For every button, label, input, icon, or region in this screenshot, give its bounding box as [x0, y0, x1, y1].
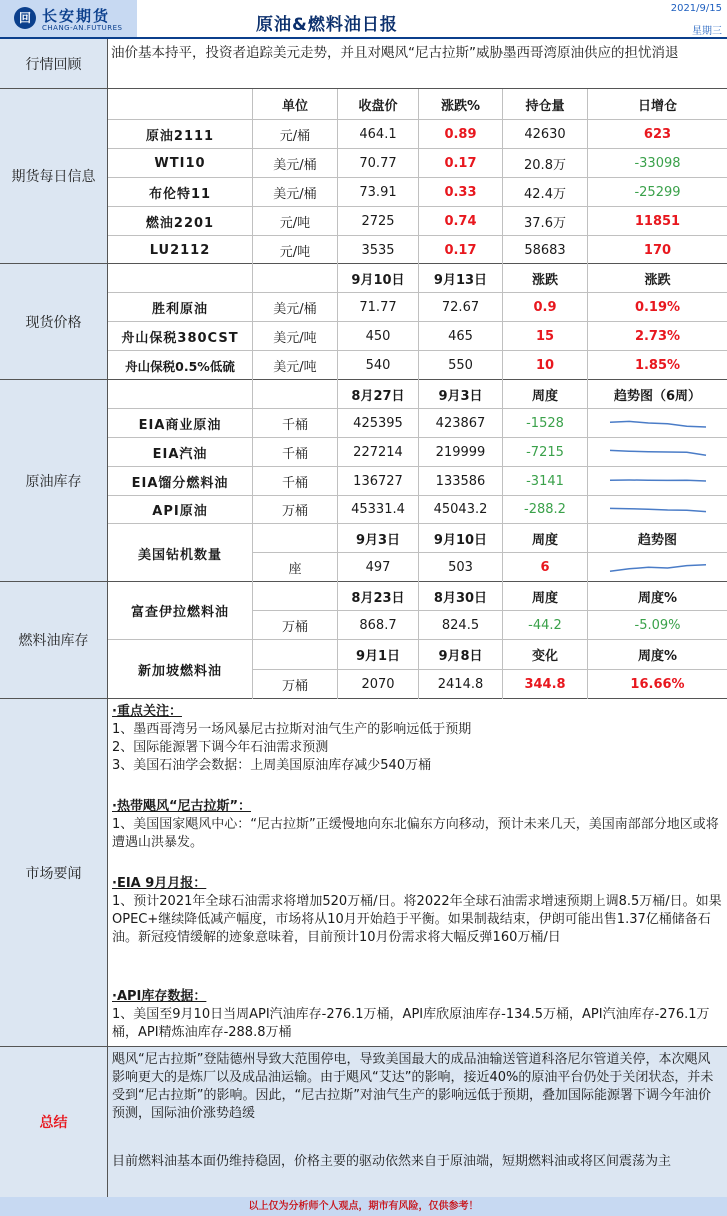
singapore-header-blank: [253, 640, 338, 669]
singapore-header-row: [253, 640, 727, 670]
spot-header-d1: 9月10日: [338, 264, 419, 292]
spot-name: 胜利原油: [108, 293, 253, 321]
futures-close: 73.91: [338, 178, 419, 206]
inventory-d1: 45331.4: [338, 496, 419, 523]
spot-d1: 540: [338, 351, 419, 380]
rig-header-row: [253, 524, 727, 553]
futures-oi-chg: 170: [643, 242, 672, 258]
table-row: [108, 438, 727, 467]
futures-close: 70.77: [338, 149, 419, 177]
futures-name: 原油2111: [108, 120, 253, 148]
futures-chg: 0.17: [419, 149, 503, 177]
crude-inventory-section: [0, 380, 727, 582]
spot-pct: 2.73%: [634, 328, 681, 344]
inventory-trend: [588, 496, 727, 523]
spot-unit: 美元/桶: [253, 293, 338, 321]
futures-header-chg: 涨跌%: [419, 89, 503, 119]
inventory-name: EIA商业原油: [108, 409, 253, 437]
sparkline-series: [610, 508, 706, 511]
futures-unit: 元/桶: [253, 120, 338, 148]
futures-close: 2725: [338, 207, 419, 235]
report-date: 2021/9/15: [670, 3, 722, 14]
sparkline: [608, 471, 708, 491]
inventory-d2: 45043.2: [419, 496, 503, 523]
spot-chg: 15: [503, 322, 588, 350]
news-storm-title: ·热带飓风“尼古拉斯”：: [112, 799, 252, 814]
spot-unit: 美元/吨: [253, 322, 338, 350]
table-row: [108, 236, 727, 264]
table-row: [108, 467, 727, 496]
sparkline-series: [610, 421, 706, 427]
singapore-header-chg: 变化: [503, 640, 588, 669]
news-focus-item: 3、美国石油学会数据：上周美国原油库存减少540万桶: [112, 758, 432, 773]
futures-oi-chg: -25299: [634, 184, 681, 200]
report-header: [0, 0, 727, 39]
inventory-unit: 千桶: [253, 467, 338, 495]
market-news-section: [0, 699, 727, 1047]
futures-oi: 37.6万: [503, 207, 588, 235]
table-row: [108, 322, 727, 351]
spot-header-pct: 涨跌: [644, 272, 671, 288]
fujairah-d2: 824.5: [419, 611, 503, 639]
section-label-inventory: 原油库存: [0, 380, 108, 581]
futures-table: [108, 89, 727, 263]
spot-name: 舟山保税380CST: [108, 322, 253, 350]
rig-unit: 座: [253, 553, 338, 582]
logo: [0, 0, 137, 37]
sparkline-series: [610, 450, 706, 455]
inventory-name: EIA馏分燃料油: [108, 467, 253, 495]
fujairah-name: 富查伊拉燃料油: [108, 582, 253, 640]
fujairah-unit: 万桶: [253, 611, 338, 639]
logo-text: 长安期货: [42, 7, 111, 25]
spot-unit: 美元/吨: [253, 351, 338, 380]
inventory-trend: [588, 467, 727, 495]
sparkline: [608, 413, 708, 433]
fujairah-d1: 868.7: [338, 611, 419, 639]
section-label-summary: 总结: [0, 1047, 108, 1197]
futures-unit: 元/吨: [253, 207, 338, 235]
singapore-header-pct: 周度%: [637, 649, 678, 664]
sparkline: [608, 558, 708, 578]
summary-p2: 目前燃料油基本面仍维持稳固，价格主要的驱动依然来自于原油端，短期燃料油或将区间震荡为主: [112, 1154, 672, 1169]
rig-header-blank: [253, 524, 338, 552]
inventory-chg: -288.2: [503, 496, 588, 523]
futures-chg: 0.89: [419, 120, 503, 148]
table-row: [253, 611, 727, 640]
fujairah-header-d1: 8月23日: [338, 582, 419, 610]
rig-header-d1: 9月3日: [338, 524, 419, 552]
section-label-fuel: 燃料油库存: [0, 582, 108, 698]
rig-chg: 6: [503, 553, 588, 582]
spot-header-row: [108, 264, 727, 293]
fujairah-header-blank: [253, 582, 338, 610]
news-api-text: 1、美国至9月10日当周API汽油库存-276.1万桶，API库欣原油库存-134.5万桶，API汽油库存-276.1万桶，API精炼油库存-288.8万桶: [112, 1007, 710, 1040]
spot-d1: 71.77: [338, 293, 419, 321]
inventory-d1: 425395: [338, 409, 419, 437]
table-row: [108, 409, 727, 438]
logo-subtext: CHANG-AN.FUTURES: [42, 24, 123, 32]
futures-close: 3535: [338, 236, 419, 264]
news-eia-block: [112, 875, 723, 947]
futures-name: LU2112: [108, 236, 253, 264]
fujairah-header-row: [253, 582, 727, 611]
news-eia-text: 1、预计2021年全球石油需求将增加520万桶/日。将2022年全球石油需求增速预期上调8.5万桶/日。如果OPEC+继续降低减产幅度，市场将从10月开始趋于平衡。如果制裁结束，伊朗可能出售1.37亿桶储备石油。新冠疫情缓解的迹象意味着，目前预计10月份需求将大幅反弹160万桶/日: [112, 894, 722, 945]
spot-d2: 550: [419, 351, 503, 380]
spot-pct: 1.85%: [634, 358, 681, 373]
news-storm-text: 1、美国国家飓风中心：“尼古拉斯”正缓慢地向东北偏东方向移动，预计未来几天，美国南部部分地区或将遭遇山洪暴发。: [112, 817, 719, 850]
spot-header-unit: [253, 264, 338, 292]
spot-header-d2: 9月13日: [419, 264, 503, 292]
inventory-d2: 219999: [419, 438, 503, 466]
review-body: [108, 39, 727, 88]
news-focus-block: [112, 703, 723, 775]
singapore-unit: 万桶: [253, 670, 338, 699]
sparkline: [608, 442, 708, 462]
logo-mark-icon: 回: [14, 7, 36, 29]
inventory-chg: -1528: [503, 409, 588, 437]
futures-header-oi: 持仓量: [503, 89, 588, 119]
inventory-name: EIA汽油: [108, 438, 253, 466]
futures-unit: 美元/桶: [253, 178, 338, 206]
inventory-unit: 万桶: [253, 496, 338, 523]
futures-oi-chg: 623: [643, 126, 672, 142]
rig-header-trend: 趋势图: [637, 532, 677, 548]
report-weekday: 星期三: [692, 26, 722, 37]
table-row: [108, 351, 727, 380]
fujairah-header-d2: 8月30日: [419, 582, 503, 610]
inventory-chg: -3141: [503, 467, 588, 495]
rig-trend: [588, 553, 727, 582]
news-eia-title: ·EIA 9月月报：: [112, 876, 207, 891]
news-storm-block: [112, 798, 723, 852]
spot-header-chg: 涨跌: [503, 264, 588, 292]
table-row: [108, 120, 727, 149]
table-row: [108, 149, 727, 178]
news-focus-item: 2、国际能源署下调今年石油需求预测: [112, 740, 329, 755]
inventory-header-blank: [108, 380, 253, 408]
futures-header-row: [108, 89, 727, 120]
rig-d1: 497: [338, 553, 419, 582]
table-row: [108, 496, 727, 524]
spot-d1: 450: [338, 322, 419, 350]
futures-section: [0, 89, 727, 264]
inventory-d1: 136727: [338, 467, 419, 495]
inventory-header-row: [108, 380, 727, 409]
news-focus-title: ·重点关注：: [112, 704, 182, 719]
futures-oi: 20.8万: [503, 149, 588, 177]
singapore-header-d1: 9月1日: [338, 640, 419, 669]
spot-d2: 72.67: [419, 293, 503, 321]
summary-p1: 飓风“尼古拉斯”登陆德州导致大范围停电，导致美国最大的成品油输送管道科洛尼尔管道关停，本次飓风影响更大的是炼厂以及成品油运输。由于飓风“艾达”的影响，接近40%的原油平台仍处于关闭状态，并未受到“尼古拉斯”的影响。因此，“尼古拉斯”对油气生产的影响远低于预期，叠加国际能源署下调今年油价预测，国际油价涨势趋缓: [112, 1052, 714, 1121]
futures-header-oichg: 日增仓: [637, 98, 677, 114]
spot-header-blank: [108, 264, 253, 292]
section-label-review: 行情回顾: [0, 39, 108, 88]
inventory-d1: 227214: [338, 438, 419, 466]
futures-chg: 0.74: [419, 207, 503, 235]
sparkline-series: [610, 564, 706, 570]
futures-oi-chg: -33098: [634, 155, 681, 171]
singapore-d1: 2070: [338, 670, 419, 699]
inventory-header-unit: [253, 380, 338, 408]
spot-chg: 10: [503, 351, 588, 380]
news-focus-item: 1、墨西哥湾另一场风暴尼古拉斯对油气生产的影响远低于预期: [112, 722, 472, 737]
futures-header-close: 收盘价: [338, 89, 419, 119]
inventory-header-d1: 8月27日: [338, 380, 419, 408]
spot-d2: 465: [419, 322, 503, 350]
fujairah-header-chg: 周度: [503, 582, 588, 610]
rig-count-name: 美国钻机数量: [108, 524, 253, 582]
table-row: [253, 670, 727, 699]
news-api-title: ·API库存数据：: [112, 989, 207, 1004]
fujairah-chg: -44.2: [503, 611, 588, 639]
page-title: 原油&燃料油日报: [256, 15, 398, 35]
rig-header-chg: 周度: [503, 524, 588, 552]
section-label-futures: 期货每日信息: [0, 89, 108, 263]
fuel-table: [108, 582, 727, 698]
table-row: [253, 553, 727, 582]
inventory-table: [108, 380, 727, 581]
table-row: [108, 293, 727, 322]
sparkline: [608, 500, 708, 520]
futures-oi-chg: 11851: [634, 213, 681, 229]
section-label-news: 市场要闻: [0, 699, 108, 1046]
inventory-d2: 133586: [419, 467, 503, 495]
futures-chg: 0.17: [419, 236, 503, 264]
spot-pct: 0.19%: [634, 299, 681, 315]
futures-chg: 0.33: [419, 178, 503, 206]
singapore-pct: 16.66%: [630, 677, 685, 692]
rig-d2: 503: [419, 553, 503, 582]
futures-name: 燃油2201: [108, 207, 253, 235]
futures-unit: 元/吨: [253, 236, 338, 264]
inventory-header-chg: 周度: [503, 380, 588, 408]
review-text: 油价基本持平，投资者追踪美元走势，并且对飓风“尼古拉斯”威胁墨西哥湾原油供应的担忧消退: [111, 45, 679, 61]
inventory-chg: -7215: [503, 438, 588, 466]
inventory-trend: [588, 409, 727, 437]
inventory-trend: [588, 438, 727, 466]
spot-price-section: [0, 264, 727, 380]
summary-body: [108, 1047, 727, 1197]
market-review-section: [0, 39, 727, 89]
futures-header-unit: 单位: [253, 89, 338, 119]
fujairah-pct: -5.09%: [634, 617, 681, 633]
singapore-d2: 2414.8: [419, 670, 503, 699]
inventory-name: API原油: [108, 496, 253, 523]
inventory-unit: 千桶: [253, 438, 338, 466]
futures-oi: 58683: [503, 236, 588, 264]
futures-name: 布伦特11: [108, 178, 253, 206]
spot-chg: 0.9: [503, 293, 588, 321]
spot-name: 舟山保税0.5%低硫: [108, 351, 253, 380]
table-row: [108, 207, 727, 236]
singapore-name: 新加坡燃料油: [108, 640, 253, 699]
news-api-block: [112, 988, 723, 1042]
summary-section: [0, 1047, 727, 1197]
futures-oi: 42.4万: [503, 178, 588, 206]
rig-header-d2: 9月10日: [419, 524, 503, 552]
fujairah-header-pct: 周度%: [637, 590, 678, 606]
sparkline-series: [610, 480, 706, 481]
singapore-chg: 344.8: [503, 670, 588, 699]
inventory-unit: 千桶: [253, 409, 338, 437]
singapore-header-d2: 9月8日: [419, 640, 503, 669]
news-body: [108, 699, 727, 1046]
table-row: [108, 178, 727, 207]
spot-table: [108, 264, 727, 379]
fuel-inventory-section: [0, 582, 727, 699]
section-label-spot: 现货价格: [0, 264, 108, 379]
futures-close: 464.1: [338, 120, 419, 148]
inventory-header-trend: 趋势图（6周）: [613, 388, 702, 404]
futures-oi: 42630: [503, 120, 588, 148]
futures-header-blank: [108, 89, 253, 119]
futures-name: WTI10: [108, 149, 253, 177]
inventory-d2: 423867: [419, 409, 503, 437]
disclaimer-footer: 以上仅为分析师个人观点，期市有风险，仅供参考！: [0, 1197, 727, 1216]
futures-unit: 美元/桶: [253, 149, 338, 177]
inventory-header-d2: 9月3日: [419, 380, 503, 408]
